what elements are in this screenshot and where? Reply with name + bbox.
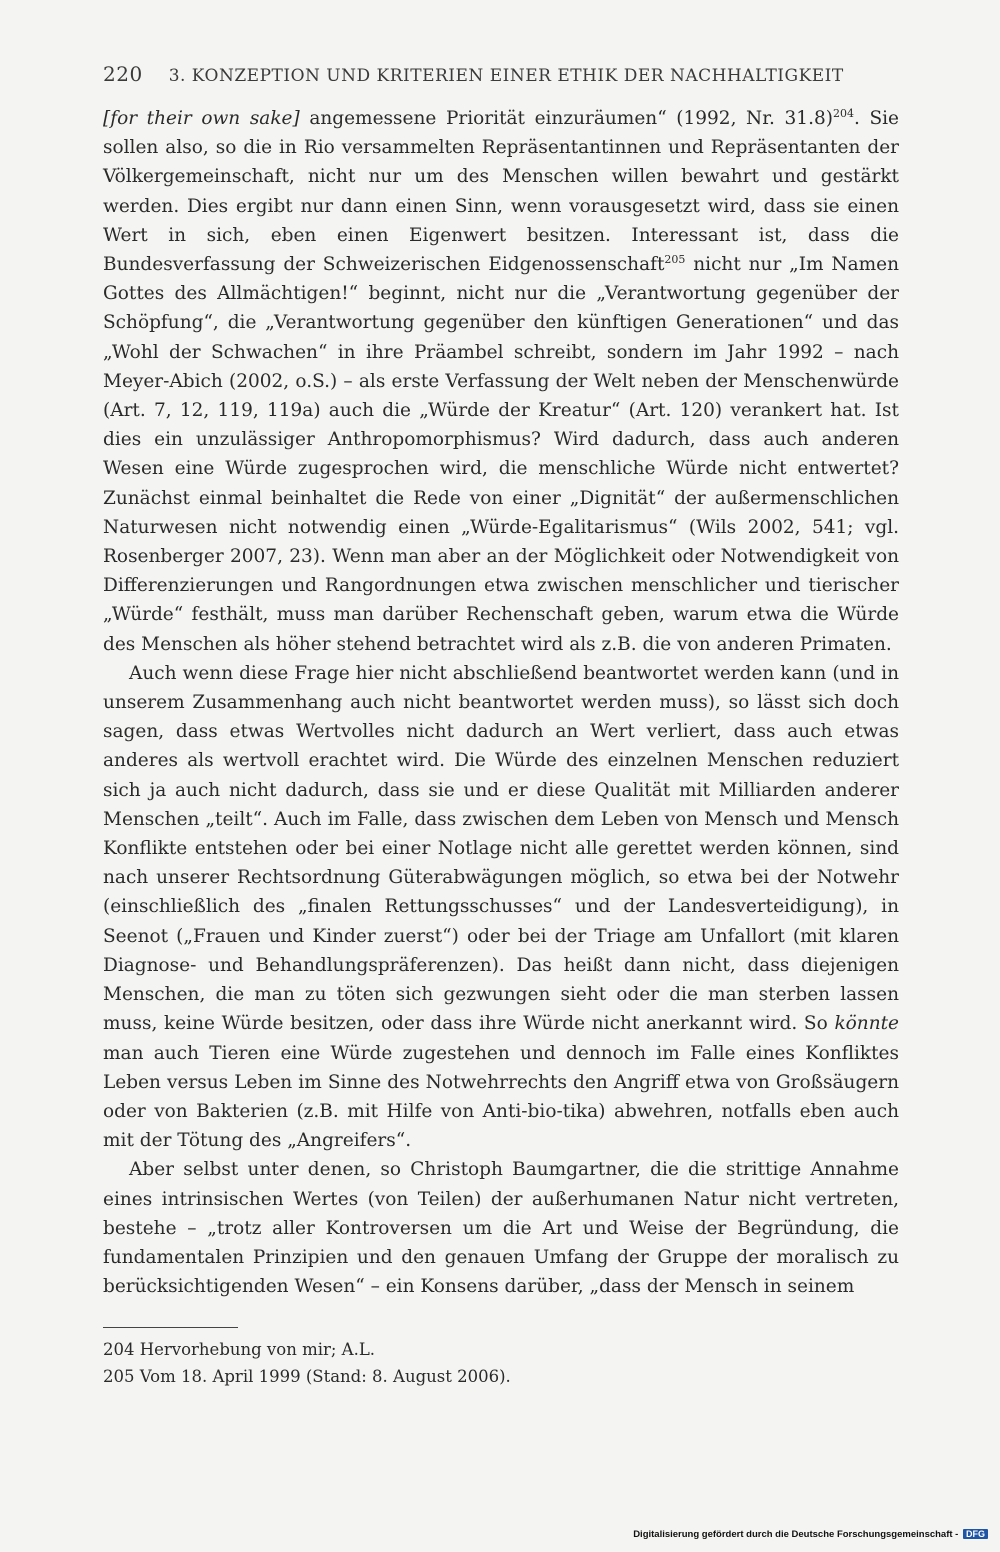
digitization-notice bbox=[633, 1529, 988, 1540]
running-header bbox=[103, 58, 899, 90]
paragraph-3 bbox=[103, 1155, 899, 1301]
page-number: 220 bbox=[103, 62, 143, 86]
book-page bbox=[103, 58, 899, 1390]
footnote-divider bbox=[103, 1327, 238, 1328]
paragraph-2-text-b: man auch Tieren eine Würde zugestehen und dennoch im Falle eines Konfliktes Leben versus Leben im Sinne des Notwehrrechts den Angriff etwa von Großsäugern oder von Bakterien (z.B. mit Hilfe von Anti-bio-tika) abwehren, notfalls eben auch mit der Tötung des „Angreifers“. bbox=[103, 1042, 899, 1152]
paragraph-2-text-a: Auch wenn diese Frage hier nicht abschließend beantwortet werden kann (und in unserem Zusammenhang auch nicht beantwortet werden muss), so lässt sich doch sagen, dass etwas Wertvolles nicht dadurch an Wert verliert, dass auch etwas anderes als wertvoll erachtet wird. Die Würde des einzelnen Menschen reduziert sich ja auch nicht dadurch, dass sie und er diese Qualität mit Milliarden anderer Menschen „teilt“. Auch im Falle, dass zwischen dem Leben von Mensch und Mensch Konflikte entstehen oder bei einer Notlage nicht alle gerettet werden können, sind nach unserer Rechtsordnung Güterabwägungen möglich, so etwa bei der Notwehr (einschließlich des „finalen Rettungsschusses“ und der Landesverteidigung), in Seenot („Frauen und Kinder zuerst“) oder bei der Triage am Unfallort (mit klaren Diagnose- und Behandlungspräferenzen). Das heißt dann nicht, dass diejenigen Menschen, die man zu töten sich gezwungen sieht oder die man sterben lassen muss, keine Würde besitzen, oder dass ihre Würde nicht anerkannt wird. So bbox=[103, 662, 899, 1035]
digitization-notice-text: Digitalisierung gefördert durch die Deutsche Forschungsgemeinschaft - bbox=[633, 1529, 959, 1540]
quoted-english-phrase: [for their own sake] bbox=[103, 108, 300, 129]
footnote-ref-205: 205 bbox=[664, 252, 686, 266]
footnote-205: 205 Vom 18. April 1999 (Stand: 8. August 2006). bbox=[103, 1367, 511, 1387]
paragraph-2 bbox=[103, 659, 899, 1155]
paragraph-1-text-b: . Sie sollen also, so die in Rio versammelten Repräsentantinnen und Repräsentanten der Völkergemeinschaft, nicht nur um des Menschen willen bewahrt und gestärkt werden. Dies ergibt nur dann einen Sinn, wenn vorausgesetzt wird, dass sie einen Wert in sich, eben einen Eigenwert besitzen. Interessant ist, dass die Bundesverfassung der Schweizerischen Eidgenossenschaft bbox=[103, 108, 899, 276]
main-text bbox=[103, 104, 899, 1301]
footnote-ref-204: 204 bbox=[832, 106, 854, 120]
paragraph-1-text-a: angemessene Priorität einzuräumen“ (1992, Nr. 31.8) bbox=[299, 108, 833, 129]
emphasized-word: könnte bbox=[834, 1013, 899, 1035]
footnote-204: 204 Hervorhebung von mir; A.L. bbox=[103, 1340, 376, 1360]
footnotes bbox=[103, 1336, 899, 1390]
dfg-logo: DFG bbox=[963, 1529, 988, 1539]
paragraph-3-text: Aber selbst unter denen, so Christoph Baumgartner, die die strittige Annahme eines intrinsischen Wertes (von Teilen) der außerhumanen Natur nicht vertreten, bestehe – „trotz aller Kontroversen um die Art und Weise der Begründung, die fundamentalen Prinzipien und den genauen Umfang der Gruppe der moralisch zu berücksichtigenden Wesen“ – ein Konsens darüber, „dass der Mensch in seinem bbox=[103, 1159, 899, 1298]
paragraph-1-text-c: nicht nur „Im Namen Gottes des Allmächtigen!“ beginnt, nicht nur die „Verantwortung gegenüber der Schöpfung“, die „Verantwortung gegenüber den künftigen Generationen“ und das „Wohl der Schwachen“ in ihre Präambel schreibt, sondern im Jahr 1992 – nach Meyer-Abich (2002, o.S.) – als erste Verfassung der Welt neben der Menschenwürde (Art. 7, 12, 119, 119a) auch die „Würde der Kreatur“ (Art. 120) verankert hat. Ist dies ein unzulässiger Anthropomorphismus? Wird dadurch, dass auch anderen Wesen eine Würde zugesprochen wird, die menschliche Würde nicht entwertet? Zunächst einmal beinhaltet die Rede von einer „Dignität“ der außermenschlichen Naturwesen nicht notwendig einen „Würde-Egalitarismus“ (Wils 2002, 541; vgl. Rosenberger 2007, 23). Wenn man aber an der Möglichkeit oder Notwendigkeit von Differenzierungen und Rangordnungen etwa zwischen menschlicher und tierischer „Würde“ festhält, muss man darüber Rechenschaft geben, warum etwa die Würde des Menschen als höher stehend betrachtet wird als z.B. die von anderen Primaten. bbox=[103, 254, 900, 655]
paragraph-1 bbox=[103, 104, 899, 659]
running-title: 3. KONZEPTION UND KRITERIEN EINER ETHIK DER NACHHALTIGKEIT bbox=[168, 66, 844, 86]
